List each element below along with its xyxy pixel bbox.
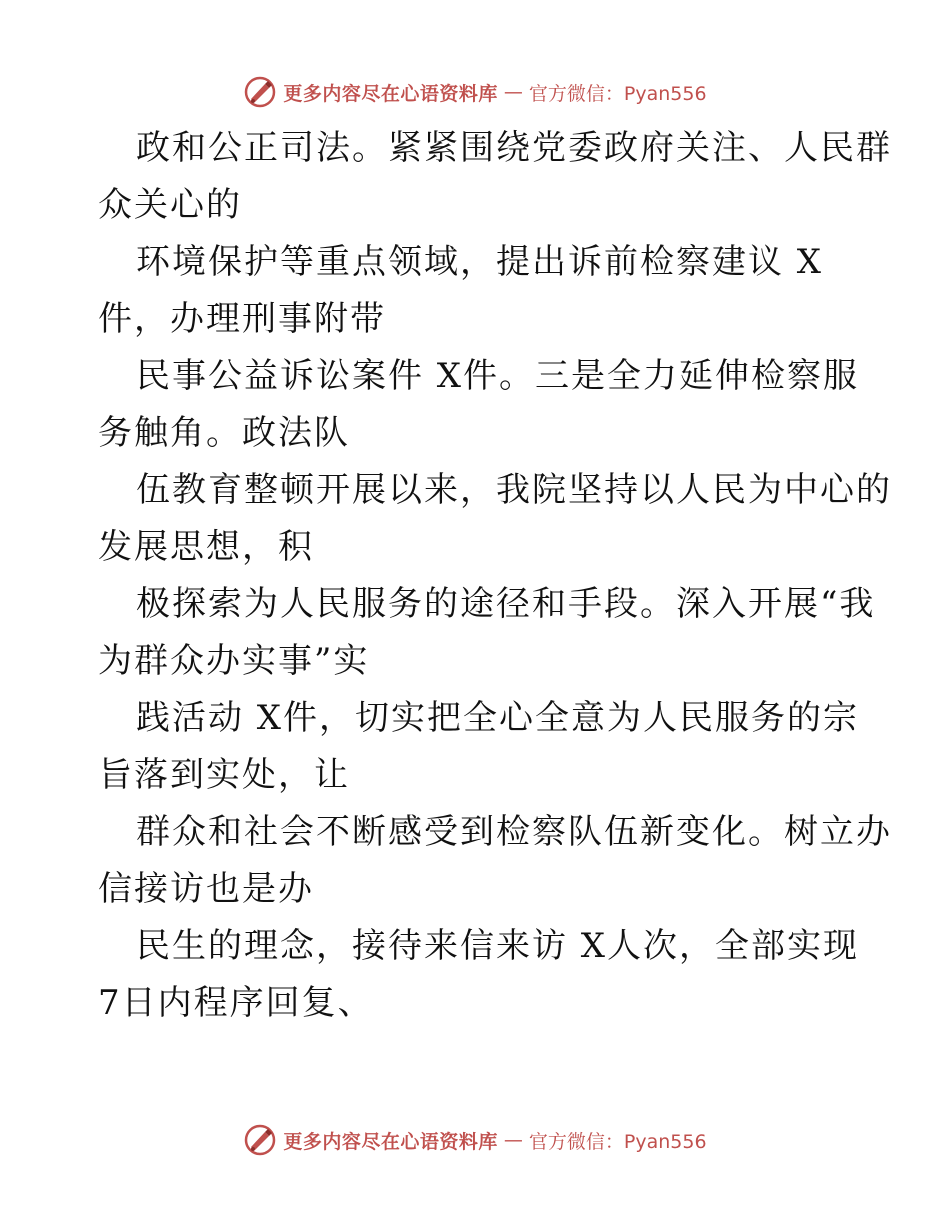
paragraph <box>98 348 858 462</box>
paragraph <box>98 234 858 348</box>
footer-watermark <box>0 1120 950 1160</box>
watermark-brand: 更多内容尽在心语资料库 <box>283 82 498 105</box>
paragraph <box>98 918 858 1032</box>
paragraph-line: 民事公益诉讼案件 X件。三是全力延伸检察服 <box>136 356 860 396</box>
watermark-dash: — <box>503 1129 523 1151</box>
paragraph-line: 极探索为人民服务的途径和手段。深入开展“我 <box>136 584 876 624</box>
paragraph-line: 件，办理刑事附带 <box>98 299 386 339</box>
header-watermark <box>0 72 950 112</box>
paragraph-line: 信接访也是办 <box>98 869 314 909</box>
paragraph-line: 众关心的 <box>98 185 242 225</box>
paragraph <box>98 462 892 576</box>
paragraph-line: 践活动 X件，切实把全心全意为人民服务的宗 <box>136 698 860 738</box>
paragraph-line: 群众和社会不断感受到检察队伍新变化。树立办 <box>136 812 892 852</box>
paragraph-line: 伍教育整顿开展以来，我院坚持以人民为中心的 <box>136 470 892 510</box>
paragraph <box>98 576 876 690</box>
paragraph <box>98 804 892 918</box>
document-body <box>98 120 892 1032</box>
paragraph-line: 环境保护等重点领域，提出诉前检察建议 X <box>136 242 824 282</box>
watermark-brand: 更多内容尽在心语资料库 <box>283 1130 498 1153</box>
paragraph <box>98 120 892 234</box>
paragraph-line: 为群众办实事”实 <box>98 641 370 681</box>
paragraph-line: 政和公正司法。紧紧围绕党委政府关注、人民群 <box>136 128 892 168</box>
watermark-contact: 官方微信：Pyan556 <box>528 1130 707 1153</box>
paragraph-line: 务触角。政法队 <box>98 413 350 453</box>
paragraph-line: 7日内程序回复、 <box>98 983 374 1023</box>
paragraph-line: 发展思想，积 <box>98 527 314 567</box>
watermark-contact: 官方微信：Pyan556 <box>528 82 707 105</box>
paragraph-line: 旨落到实处，让 <box>98 755 350 795</box>
logo-icon <box>243 1123 277 1157</box>
logo-icon <box>243 75 277 109</box>
paragraph-line: 民生的理念，接待来信来访 X人次，全部实现 <box>136 926 860 966</box>
watermark-dash: — <box>503 81 523 103</box>
paragraph <box>98 690 858 804</box>
